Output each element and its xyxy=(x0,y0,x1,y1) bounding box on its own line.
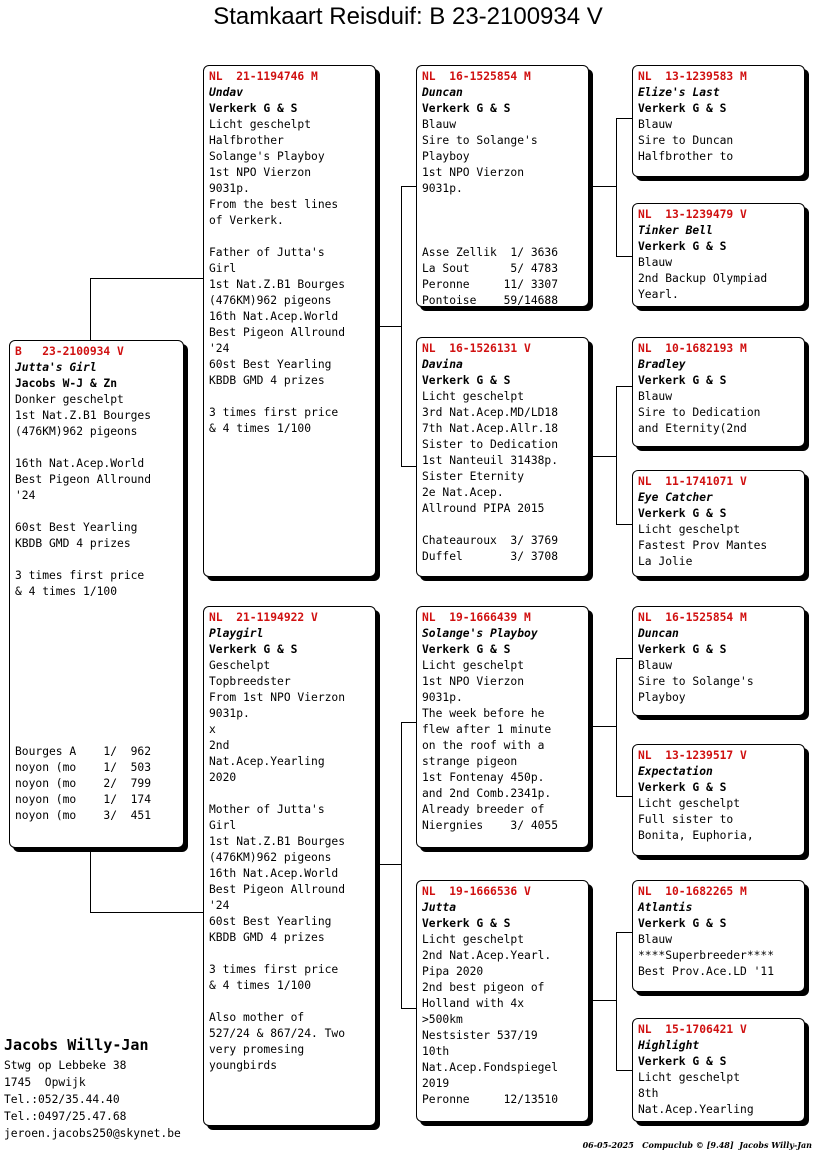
pigeon-card-dsd[interactable] xyxy=(632,744,805,856)
connector-line xyxy=(616,932,617,1070)
connector-line xyxy=(593,186,617,187)
connector-line xyxy=(90,848,91,912)
pigeon-name: Duncan xyxy=(422,86,463,99)
pigeon-card-ss[interactable] xyxy=(416,65,589,307)
pigeon-description: Blauw Sire to Solange's Playboy 1st NPO Vierzon 9031p. Asse Zellik 1/ 3636 La Sout 5/ 4783 Peronne 11/ 3307 Pontoise 59/14688 xyxy=(422,118,559,307)
connector-line xyxy=(616,658,617,796)
pigeon-owner: Verkerk G & S xyxy=(422,102,511,115)
pigeon-name: Playgirl xyxy=(209,627,264,640)
pigeon-card-dss[interactable] xyxy=(632,606,805,716)
pigeon-description: Blauw Sire to Solange's Playboy xyxy=(638,659,754,704)
pigeon-card-dds[interactable] xyxy=(632,880,805,992)
pigeon-card-dd[interactable] xyxy=(416,880,589,1122)
ring-number: NL 19-1666439 M xyxy=(422,611,531,624)
connector-line xyxy=(616,658,633,659)
pigeon-description: Licht geschelpt Halfbrother Solange's Playboy 1st NPO Vierzon 9031p. From the best lines of Verkerk. Father of Jutta's Girl 1st Nat.Z.B1 Bourges (476KM)962 pigeons 16th Nat.Acep.World Best Pigeon Allround '24 60st Best Yearling KBDB GMD 4 prizes 3 times first price & 4 times 1/100 xyxy=(209,118,346,435)
pigeon-name: Jutta xyxy=(422,901,457,914)
ring-number: NL 13-1239479 V xyxy=(638,208,747,221)
connector-line xyxy=(616,932,633,933)
pigeon-owner: Verkerk G & S xyxy=(638,917,727,930)
breeder-info xyxy=(4,1035,181,1142)
connector-line xyxy=(616,386,633,387)
pigeon-name: Elize's Last xyxy=(638,86,720,99)
pigeon-name: Expectation xyxy=(638,765,713,778)
breeder-phone-2: Tel.:0497/25.47.68 xyxy=(4,1110,127,1123)
pigeon-description: Geschelpt Topbreedster From 1st NPO Vierzon 9031p. x 2nd Nat.Acep.Yearling 2020 Mother of Jutta's Girl 1st Nat.Z.B1 Bourges (476KM)962 pigeons 16th Nat.Acep.World Best Pigeon Allround '24 60st Best Yearling KBDB GMD 4 prizes 3 times first price & 4 times 1/100 Also mother of 527/24 & 867/24. Two very promesing youngbirds xyxy=(209,659,346,1072)
pigeon-card-sdd[interactable] xyxy=(632,470,805,577)
ring-number: NL 15-1706421 V xyxy=(638,1023,747,1036)
pigeon-card-ds[interactable] xyxy=(416,606,589,848)
connector-line xyxy=(90,278,204,279)
connector-line xyxy=(90,278,91,340)
connector-line xyxy=(401,466,417,467)
pigeon-card-sire[interactable] xyxy=(203,65,376,577)
ring-number: NL 11-1741071 V xyxy=(638,475,747,488)
pigeon-description: Blauw Sire to Duncan Halfbrother to xyxy=(638,118,734,163)
pigeon-owner: Verkerk G & S xyxy=(209,643,298,656)
ring-number: B 23-2100934 V xyxy=(15,345,124,358)
pigeon-owner: Verkerk G & S xyxy=(422,374,511,387)
connector-line xyxy=(616,256,633,257)
connector-line xyxy=(401,186,402,466)
pigeon-owner: Verkerk G & S xyxy=(209,102,298,115)
breeder-email: jeroen.jacobs250@skynet.be xyxy=(4,1127,181,1140)
pigeon-owner: Verkerk G & S xyxy=(638,781,727,794)
pigeon-name: Highlight xyxy=(638,1039,700,1052)
page-title: Stamkaart Reisduif: B 23-2100934 V xyxy=(213,3,603,30)
pigeon-description: Licht geschelpt 8th Nat.Acep.Yearling xyxy=(638,1071,754,1116)
pigeon-name: Duncan xyxy=(638,627,679,640)
breeder-city: 1745 Opwijk xyxy=(4,1076,86,1089)
pigeon-name: Bradley xyxy=(638,358,686,371)
pigeon-owner: Jacobs W-J & Zn xyxy=(15,377,118,390)
pigeon-owner: Verkerk G & S xyxy=(638,374,727,387)
ring-number: NL 13-1239517 V xyxy=(638,749,747,762)
ring-number: NL 19-1666536 V xyxy=(422,885,531,898)
pigeon-owner: Verkerk G & S xyxy=(638,507,727,520)
pigeon-card-sds[interactable] xyxy=(632,337,805,447)
pigeon-description: Licht geschelpt Fastest Prov Mantes La Jolie xyxy=(638,523,768,568)
pigeon-owner: Verkerk G & S xyxy=(638,102,727,115)
connector-line xyxy=(90,912,204,913)
connector-line xyxy=(401,722,417,723)
connector-line xyxy=(616,118,617,256)
pigeon-name: Solange's Playboy xyxy=(422,627,538,640)
pigeon-name: Undav xyxy=(209,86,244,99)
pigeon-owner: Verkerk G & S xyxy=(638,1055,727,1068)
breeder-phone-1: Tel.:052/35.44.40 xyxy=(4,1093,120,1106)
connector-line xyxy=(593,1000,617,1001)
pigeon-owner: Verkerk G & S xyxy=(638,643,727,656)
pigeon-card-sss[interactable] xyxy=(632,65,805,177)
connector-line xyxy=(401,186,417,187)
connector-line xyxy=(616,386,617,524)
breeder-name: Jacobs Willy-Jan xyxy=(4,1036,149,1054)
ring-number: NL 16-1525854 M xyxy=(422,70,531,83)
ring-number: NL 21-1194922 V xyxy=(209,611,318,624)
pigeon-card-sd[interactable] xyxy=(416,337,589,577)
ring-number: NL 21-1194746 M xyxy=(209,70,318,83)
connector-line xyxy=(616,796,633,797)
pigeon-name: Tinker Bell xyxy=(638,224,713,237)
pigeon-card-dam[interactable] xyxy=(203,606,376,1126)
connector-line xyxy=(616,524,633,525)
pigeon-owner: Verkerk G & S xyxy=(422,917,511,930)
connector-line xyxy=(593,456,617,457)
pigeon-description: Blauw 2nd Backup Olympiad Yearl. xyxy=(638,256,768,301)
ring-number: NL 10-1682265 M xyxy=(638,885,747,898)
pigeon-description: Donker geschelpt 1st Nat.Z.B1 Bourges (476KM)962 pigeons 16th Nat.Acep.World Best Pigeon Allround '24 60st Best Yearling KBDB GMD 4 prizes 3 times first price & 4 times 1/100 Bourges A 1/ 962 noyon (mo 1/ 503 noyon (mo 2/ 799 noyon (mo 1/ 174 noyon (mo 3/ 451 xyxy=(15,393,152,822)
pigeon-name: Davina xyxy=(422,358,463,371)
connector-line xyxy=(380,326,402,327)
connector-line xyxy=(616,118,633,119)
ring-number: NL 16-1526131 V xyxy=(422,342,531,355)
ring-number: NL 16-1525854 M xyxy=(638,611,747,624)
connector-line xyxy=(593,726,617,727)
pigeon-description: Licht geschelpt 3rd Nat.Acep.MD/LD18 7th Nat.Acep.Allr.18 Sister to Dedication 1st Nanteuil 31438p. Sister Eternity 2e Nat.Acep. Allround PIPA 2015 Chateauroux 3/ 3769 Duffel 3/ 3708 xyxy=(422,390,559,563)
ring-number: NL 13-1239583 M xyxy=(638,70,747,83)
pigeon-name: Jutta's Girl xyxy=(15,361,97,374)
connector-line xyxy=(401,1008,417,1009)
ring-number: NL 10-1682193 M xyxy=(638,342,747,355)
pigeon-card-subject[interactable] xyxy=(9,340,184,848)
pigeon-description: Licht geschelpt Full sister to Bonita, Euphoria, xyxy=(638,797,754,842)
pigeon-description: Blauw ****Superbreeder**** Best Prov.Ace.LD '11 xyxy=(638,933,775,978)
pigeon-owner: Verkerk G & S xyxy=(422,643,511,656)
pigeon-name: Atlantis xyxy=(638,901,693,914)
pigeon-description: Blauw Sire to Dedication and Eternity(2nd xyxy=(638,390,761,435)
connector-line xyxy=(380,864,402,865)
pigeon-name: Eye Catcher xyxy=(638,491,713,504)
pigeon-description: Licht geschelpt 1st NPO Vierzon 9031p. The week before he flew after 1 minute on the roof with a strange pigeon 1st Fontenay 450p. and 2nd Comb.2341p. Already breeder of Niergnies 3/ 4055 xyxy=(422,659,559,832)
pigeon-card-ssd[interactable] xyxy=(632,203,805,307)
pigeon-card-ddd[interactable] xyxy=(632,1018,805,1122)
connector-line xyxy=(401,722,402,1008)
connector-line xyxy=(616,1070,633,1071)
footer-credit: 06-05-2025 Compuclub © [9.48] Jacobs Willy-Jan xyxy=(582,1140,812,1150)
pigeon-owner: Verkerk G & S xyxy=(638,240,727,253)
pigeon-description: Licht geschelpt 2nd Nat.Acep.Yearl. Pipa 2020 2nd best pigeon of Holland with 4x >500km Nestsister 537/19 10th Nat.Acep.Fondspiegel 2019 Peronne 12/13510 xyxy=(422,933,559,1106)
breeder-street: Stwg op Lebbeke 38 xyxy=(4,1059,127,1072)
